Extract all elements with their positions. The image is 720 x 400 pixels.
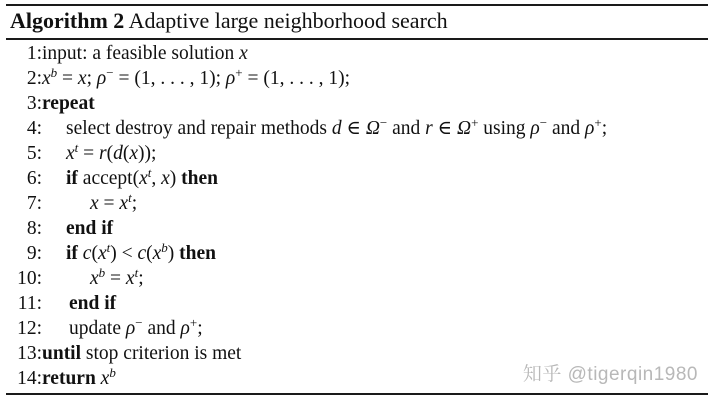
- line-number: 13:: [17, 343, 42, 364]
- keyword: return: [42, 368, 96, 389]
- line-number: 11:: [17, 293, 42, 314]
- keyword: if: [66, 168, 78, 189]
- keyword: end if: [69, 293, 117, 314]
- top-rule: [6, 4, 708, 6]
- line-number: 6:: [26, 168, 42, 189]
- math-expression: $x = x^t$;: [90, 190, 138, 214]
- line-text: input: a feasible solution: [42, 43, 235, 64]
- line-number: 4:: [26, 118, 42, 139]
- watermark: 知乎 @tigerqin1980: [522, 364, 698, 385]
- line-number: 8:: [26, 218, 42, 239]
- line-number: 3:: [26, 93, 42, 114]
- bottom-rule: [6, 393, 708, 395]
- algorithm-title: [10, 7, 448, 35]
- line-text: select destroy and repair methods: [66, 118, 327, 139]
- algorithm-name: Adaptive large neighborhood search: [128, 8, 448, 33]
- line-number: 9:: [26, 243, 42, 264]
- header-rule: [6, 38, 708, 40]
- keyword: then: [181, 168, 218, 189]
- math-var: x: [239, 43, 248, 64]
- line-number: 5:: [26, 143, 42, 164]
- keyword: if: [66, 243, 78, 264]
- line-text: stop criterion is met: [85, 343, 242, 364]
- line-number: 7:: [26, 193, 42, 214]
- line-text: update: [69, 318, 121, 339]
- keyword: end if: [66, 218, 114, 239]
- line-number: 10:: [17, 268, 42, 289]
- math-expression: $x^b = x^t$;: [90, 265, 144, 289]
- line-number: 1:: [26, 43, 42, 64]
- line-number: 2:: [26, 68, 42, 89]
- keyword: repeat: [42, 93, 95, 114]
- line-number: 12:: [17, 318, 42, 339]
- keyword: until: [42, 343, 82, 364]
- algorithm-label: Algorithm 2: [10, 8, 125, 33]
- math-expression: $x^t = r(d(x))$;: [66, 140, 157, 164]
- math-expression: $x^b = x$; ρ− = (1, . . . , 1); ρ+ = (1, . . . , 1);: [42, 65, 350, 89]
- line-number: 14:: [17, 368, 42, 389]
- keyword: then: [179, 243, 217, 264]
